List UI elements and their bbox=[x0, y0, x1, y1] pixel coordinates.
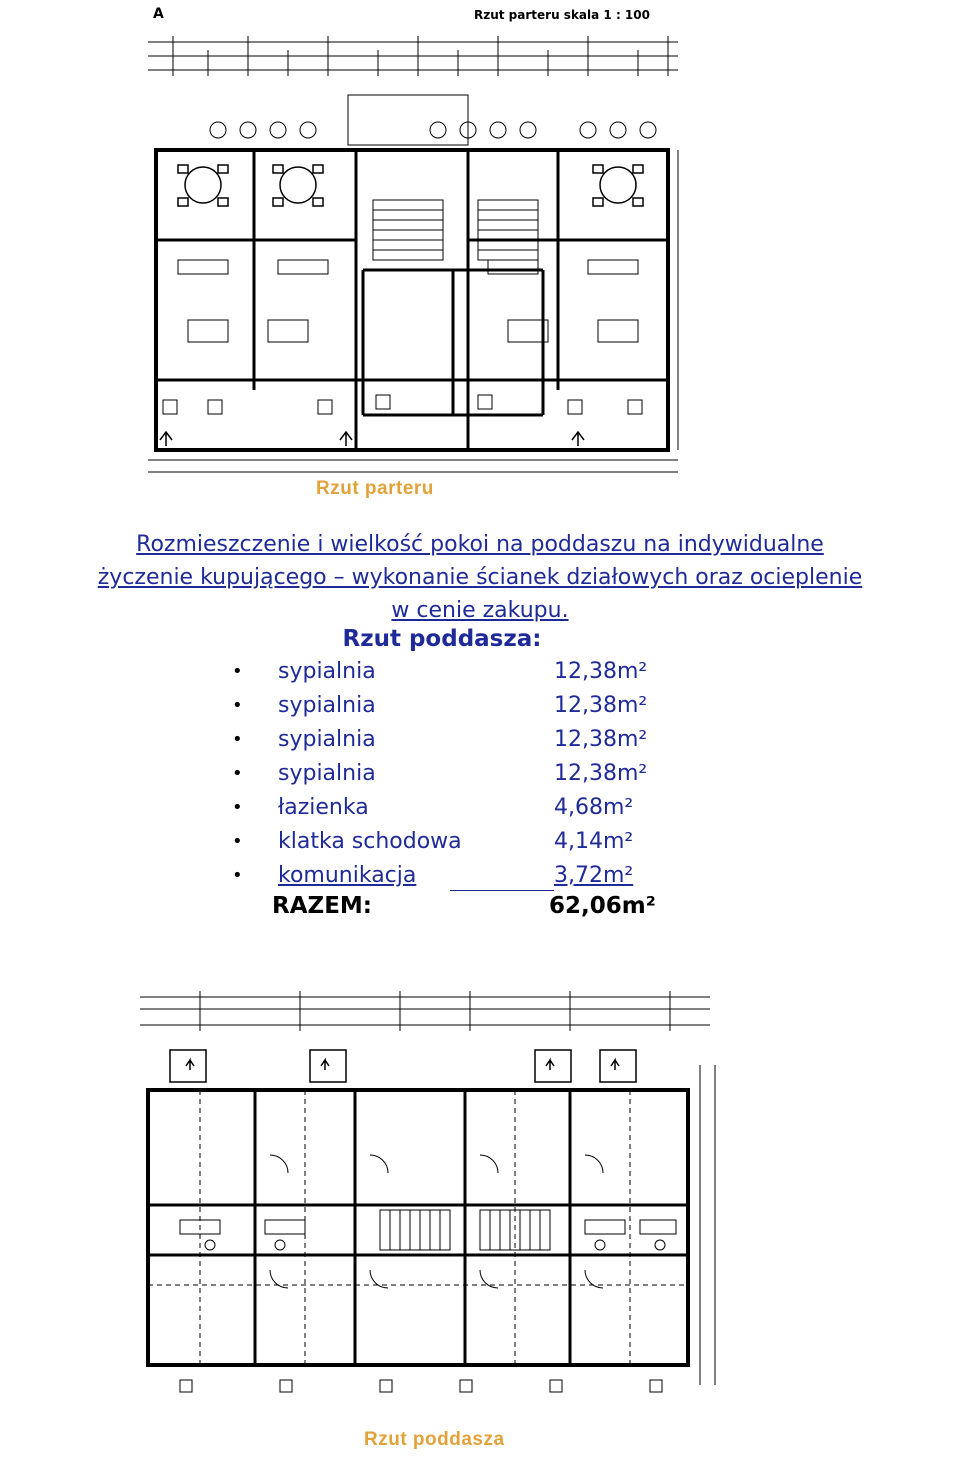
room-name: sypialnia bbox=[278, 659, 376, 684]
intro-paragraph bbox=[0, 528, 960, 627]
attic-total-row bbox=[272, 893, 692, 927]
room-list-item bbox=[232, 725, 702, 759]
ground-floor-plan-drawing bbox=[148, 0, 688, 500]
room-area: 12,38m² bbox=[554, 693, 648, 718]
room-list-item bbox=[232, 861, 702, 895]
total-label: RAZEM: bbox=[272, 893, 372, 919]
room-area: 12,38m² bbox=[554, 659, 648, 684]
attic-floor-plan-caption: Rzut poddasza bbox=[364, 1429, 505, 1450]
total-value: 62,06m² bbox=[549, 893, 656, 919]
attic-heading: Rzut poddasza: bbox=[342, 626, 542, 652]
bullet-icon: • bbox=[232, 831, 243, 852]
bullet-icon: • bbox=[232, 695, 243, 716]
intro-line-3: w cenie zakupu. bbox=[391, 598, 569, 623]
room-area: 3,72m² bbox=[554, 863, 634, 888]
room-list-item bbox=[232, 691, 702, 725]
bullet-icon: • bbox=[232, 763, 243, 784]
bullet-icon: • bbox=[232, 797, 243, 818]
room-name: sypialnia bbox=[278, 693, 376, 718]
room-name: komunikacja bbox=[278, 863, 417, 888]
bullet-icon: • bbox=[232, 661, 243, 682]
attic-floor-plan-drawing bbox=[140, 985, 730, 1455]
room-name: sypialnia bbox=[278, 727, 376, 752]
ground-plan-scale-label: Rzut parteru skala 1 : 100 bbox=[474, 8, 650, 22]
room-area: 4,68m² bbox=[554, 795, 634, 820]
room-list-item bbox=[232, 759, 702, 793]
room-name: sypialnia bbox=[278, 761, 376, 786]
room-name: klatka schodowa bbox=[278, 829, 462, 854]
bullet-icon: • bbox=[232, 865, 243, 886]
room-list-item bbox=[232, 827, 702, 861]
intro-line-2: życzenie kupującego – wykonanie ścianek działowych oraz ocieplenie bbox=[97, 565, 863, 590]
intro-line-1: Rozmieszczenie i wielkość pokoi na poddaszu na indywidualne bbox=[136, 532, 824, 557]
room-name: łazienka bbox=[278, 795, 369, 820]
room-list-item bbox=[232, 793, 702, 827]
room-list-item bbox=[232, 657, 702, 691]
attic-room-list bbox=[232, 657, 702, 895]
bullet-icon: • bbox=[232, 729, 243, 750]
sum-rule bbox=[450, 890, 554, 891]
room-area: 12,38m² bbox=[554, 761, 648, 786]
room-area: 12,38m² bbox=[554, 727, 648, 752]
sheet-mark: A bbox=[153, 6, 164, 22]
ground-floor-plan-caption: Rzut parteru bbox=[316, 478, 434, 499]
room-area: 4,14m² bbox=[554, 829, 634, 854]
